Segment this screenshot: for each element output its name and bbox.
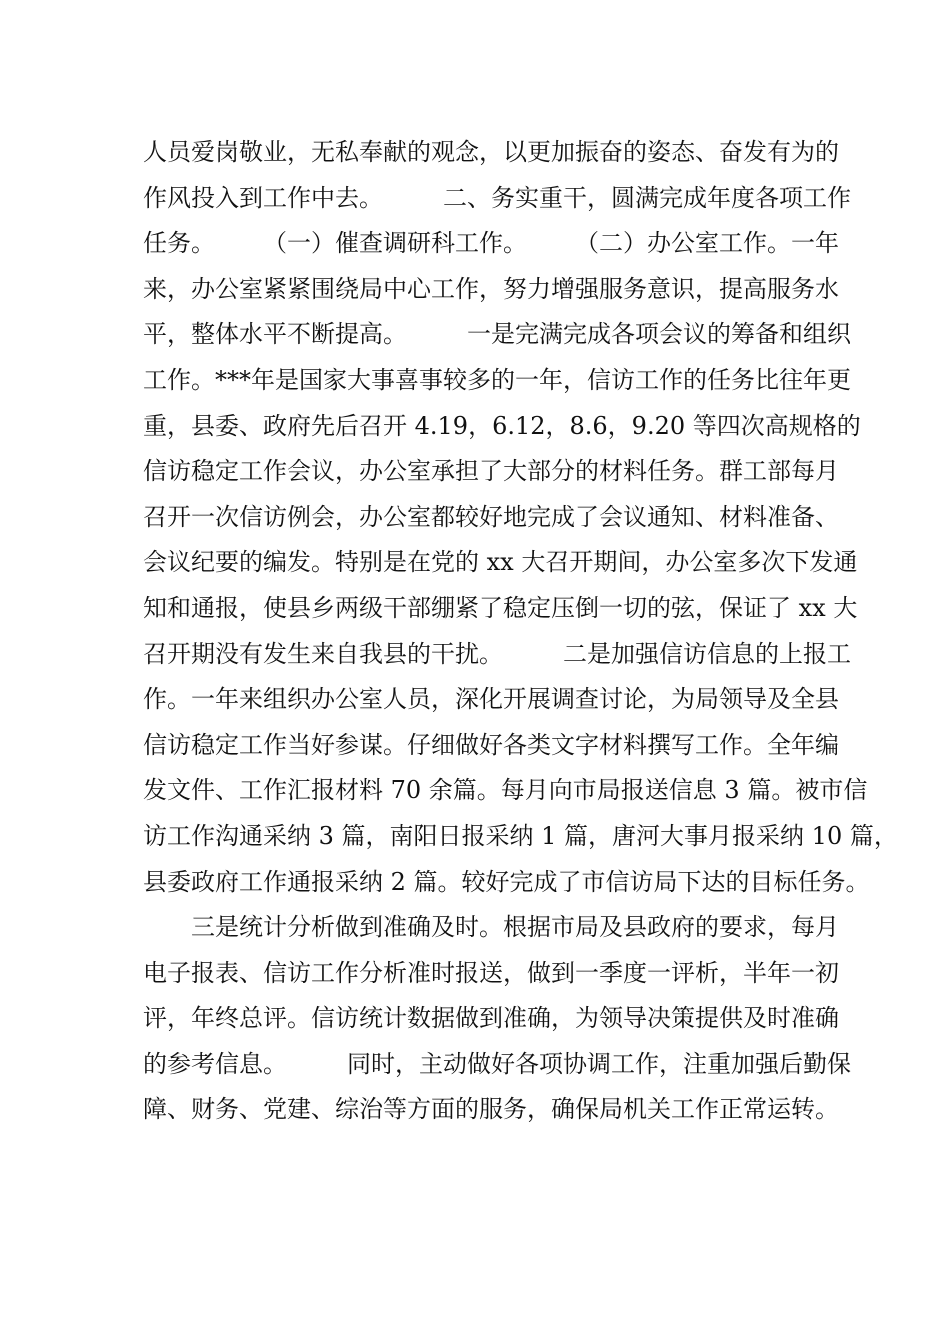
text-line: 县委政府工作通报采纳 2 篇。较好完成了市信访局下达的目标任务。 <box>143 867 870 896</box>
text-line: 访工作沟通采纳 3 篇，南阳日报采纳 1 篇，唐河大事月报采纳 10 篇， <box>143 821 898 850</box>
text-line: 信访稳定工作会议，办公室承担了大部分的材料任务。群工部每月 <box>143 457 839 486</box>
text-line: 电子报表、信访工作分析准时报送，做到一季度一评析，半年一初 <box>143 958 839 987</box>
text-line: 平，整体水平不断提高。 一是完满完成各项会议的筹备和组织 <box>143 320 851 349</box>
text-line: 工作。***年是国家大事喜事较多的一年，信访工作的任务比往年更 <box>143 365 851 394</box>
text-line: 信访稳定工作当好参谋。仔细做好各类文字材料撰写工作。全年编 <box>143 730 839 759</box>
text-line: 召开期没有发生来自我县的干扰。 二是加强信访信息的上报工 <box>143 639 851 668</box>
text-line: 任务。 （一）催查调研科工作。 （二）办公室工作。一年 <box>143 229 839 258</box>
text-line: 会议纪要的编发。特别是在党的 xx 大召开期间，办公室多次下发通 <box>143 548 858 577</box>
text-line: 障、财务、党建、综治等方面的服务，确保局机关工作正常运转。 <box>143 1095 839 1124</box>
text-line: 作风投入到工作中去。 二、务实重干，圆满完成年度各项工作 <box>143 183 851 212</box>
text-line: 发文件、工作汇报材料 70 余篇。每月向市局报送信息 3 篇。被市信 <box>143 776 868 805</box>
text-line: 三是统计分析做到准确及时。根据市局及县政府的要求，每月 <box>143 913 839 942</box>
text-line: 人员爱岗敬业，无私奉献的观念，以更加振奋的姿态、奋发有为的 <box>143 138 839 166</box>
text-line: 知和通报，使县乡两级干部绷紧了稳定压倒一切的弦，保证了 xx 大 <box>143 593 858 622</box>
text-line: 来，办公室紧紧围绕局中心工作，努力增强服务意识，提高服务水 <box>143 274 839 303</box>
text-line: 评，年终总评。信访统计数据做到准确，为领导决策提供及时准确 <box>143 1004 839 1033</box>
body-text <box>143 130 898 1133</box>
text-line: 召开一次信访例会，办公室都较好地完成了会议通知、材料准备、 <box>143 502 839 531</box>
text-line: 作。一年来组织办公室人员，深化开展调查讨论，为局领导及全县 <box>143 685 839 714</box>
text-line: 重，县委、政府先后召开 4.19，6.12，8.6，9.20 等四次高规格的 <box>143 411 861 440</box>
text-line: 的参考信息。 同时，主动做好各项协调工作，注重加强后勤保 <box>143 1049 851 1078</box>
